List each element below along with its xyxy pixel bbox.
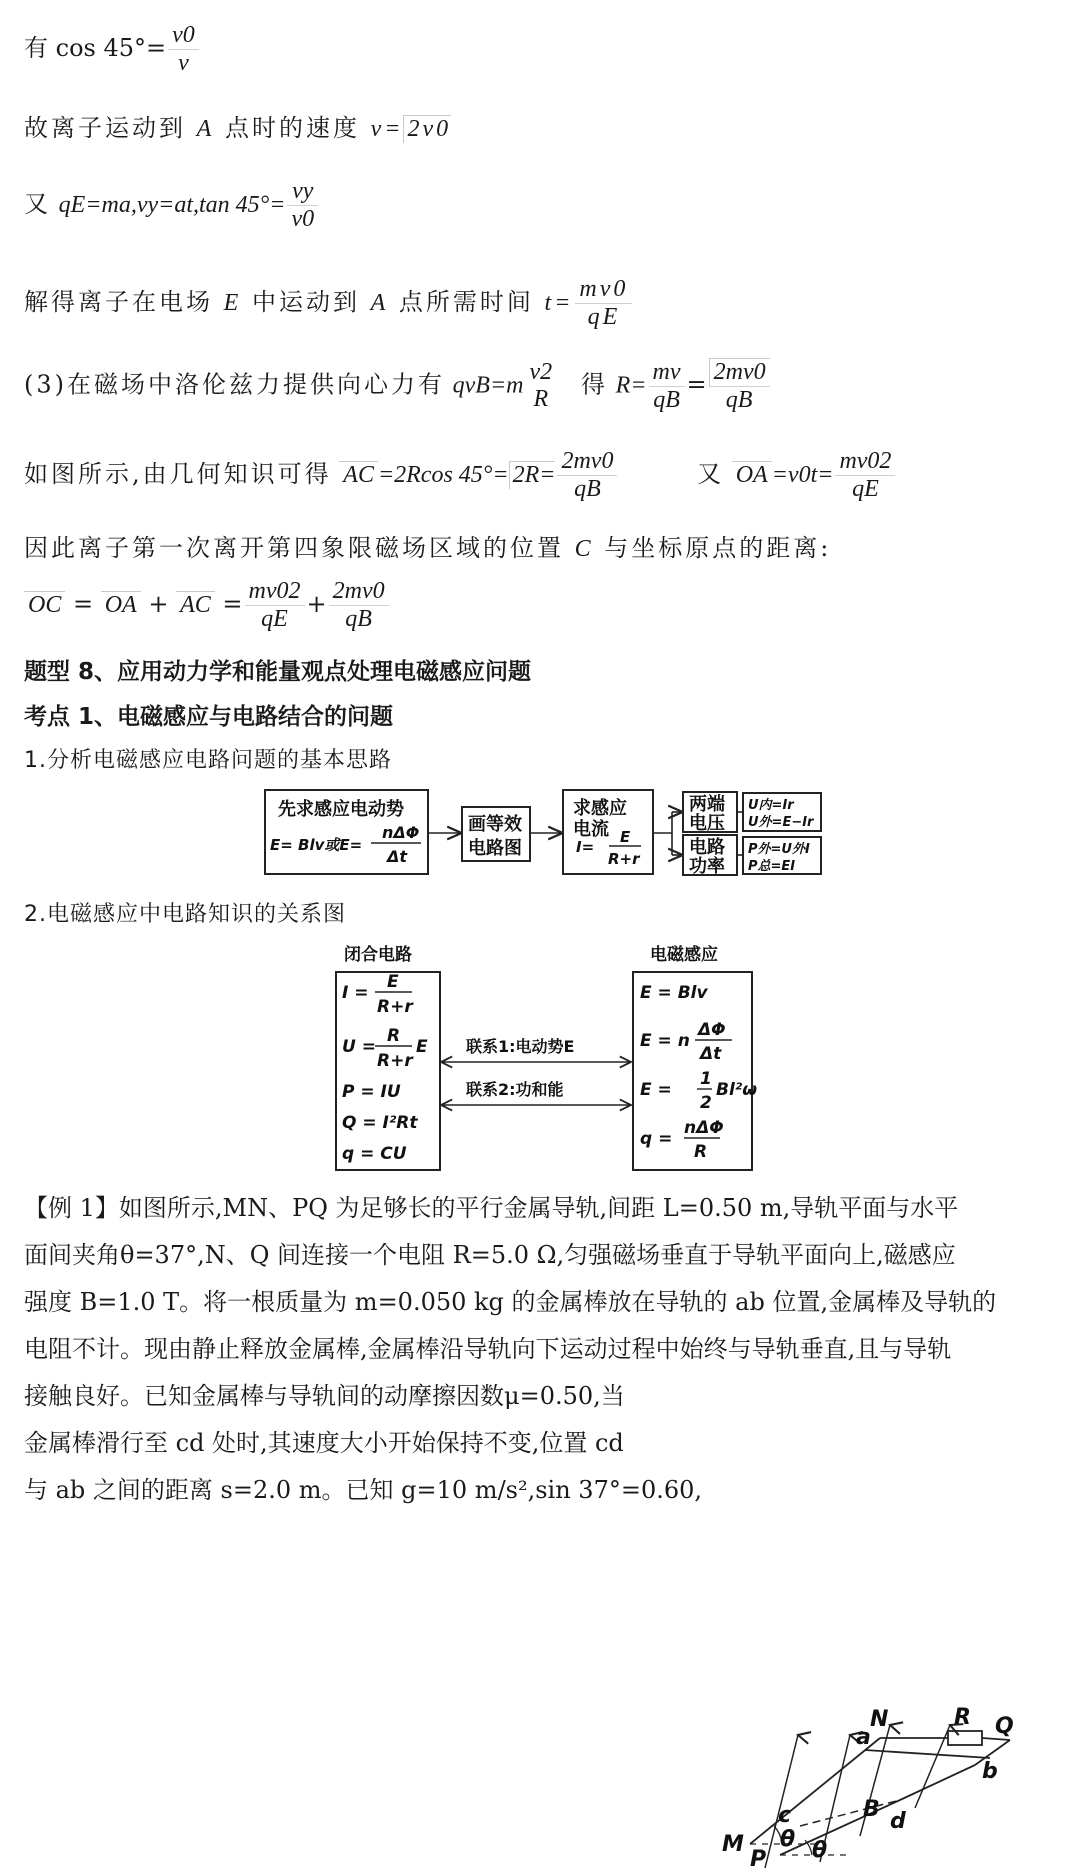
label-d: d (890, 1809, 906, 1834)
left-title: 闭合电路 (344, 945, 412, 965)
example-line-5: 接触良好。已知金属棒与导轨间的动摩擦因数μ=0.50,当 (24, 1382, 625, 1410)
label-theta-2: θ (812, 1838, 828, 1863)
flow-box1-formula: E= Blv或E= (270, 836, 363, 854)
right-E3-den: 2 (700, 1093, 712, 1113)
label-b: b (982, 1759, 998, 1784)
example-line-1: 【例 1】如图所示,MN、PQ 为足够长的平行金属导轨,间距 L=0.50 m,导轨平面与水平 (24, 1194, 959, 1222)
fraction-v0-over-v: $\frac{v0}{v}$ (168, 22, 199, 77)
left-U-num: R (387, 1026, 401, 1046)
label-Q: Q (995, 1714, 1014, 1739)
flow-box3-num: E (620, 828, 631, 846)
example-line-6: 金属棒滑行至 cd 处时,其速度大小开始保持不变,位置 cd (24, 1429, 624, 1457)
right-q-num: nΔΦ (684, 1118, 724, 1138)
fraction-mv02-over-qE: $\frac{mv02}{qE}$ (835, 448, 895, 503)
fraction-mv02-qE-b: $\frac{mv02}{qE}$ (245, 578, 305, 633)
flow-box4-line1: 两端 (689, 794, 725, 815)
right-E2: E = n (640, 1031, 690, 1051)
item-2-title: 2.电磁感应中电路知识的关系图 (24, 902, 346, 927)
overline-OA: OA (732, 461, 772, 489)
flow-box2-line2: 电路图 (468, 838, 522, 859)
example-line-3: 强度 B=1.0 T。将一根质量为 m=0.050 kg 的金属棒放在导轨的 ab 位置,金属棒及导轨的 (24, 1288, 997, 1316)
example-line-2: 面间夹角θ=37°,N、Q 间连接一个电阻 R=5.0 Ω,匀强磁场垂直于导轨平面向上,磁感应 (24, 1241, 956, 1269)
fraction-mv-over-qB: $\frac{mv}{qB}$ (649, 359, 685, 414)
flow-r1b: U外=E−Ir (748, 815, 814, 830)
left-Q: Q = I²Rt (342, 1113, 418, 1133)
solution-line-4: 解得离子在电场 E 中运动到 A 点所需时间 t= $\frac{mv0}{qE}$ (24, 276, 634, 331)
solution-line-1 (24, 22, 201, 77)
heading-point-1: 考点 1、电磁感应与电路结合的问题 (24, 704, 394, 730)
label-N: N (870, 1707, 889, 1732)
circuit-flowchart (0, 780, 1080, 880)
label-theta-1: θ (780, 1827, 796, 1852)
example-line-7: 与 ab 之间的距离 s=2.0 m。已知 g=10 m/s²,sin 37°=0.60, (24, 1476, 703, 1504)
right-q: q = (640, 1129, 673, 1149)
label-M: M (722, 1832, 744, 1857)
example-1 (24, 1185, 1059, 1514)
item-1-title: 1.分析电磁感应电路问题的基本思路 (24, 748, 392, 773)
flow-box1-num: nΔΦ (382, 823, 420, 842)
flow-box5-line1: 电路 (689, 837, 725, 858)
right-E3-num: 1 (700, 1069, 712, 1089)
flow-box3-I: I= (576, 838, 595, 856)
solution-line-6: 如图所示,由几何知识可得 AC =2Rcos 45°= 2R= $\frac{2mv0}{qB}$ 又 OA =v0t= $\frac{mv02}{qE}$ (24, 448, 897, 503)
heading-type-8: 题型 8、应用动力学和能量观点处理电磁感应问题 (24, 659, 532, 685)
fraction-2mv0-qB-c: $\frac{2mv0}{qB}$ (329, 578, 389, 633)
fraction-mv0-over-qE: $\frac{mv0}{qE}$ (575, 276, 632, 331)
right-E1: E = Blv (640, 983, 708, 1003)
label-R: R (954, 1705, 971, 1730)
flow-box4-line2: 电压 (689, 813, 725, 834)
flow-box3-line1: 求感应 (573, 798, 627, 819)
cos45-expression: 有 cos 45°= (24, 34, 167, 62)
left-q: q = CU (342, 1144, 407, 1164)
overline-AC: AC (339, 461, 378, 489)
right-E3-suffix: Bl²ω (716, 1080, 758, 1100)
left-U-suffix: E (416, 1037, 428, 1057)
flow-r1a: U内=Ir (748, 798, 794, 813)
right-E2-den: Δt (700, 1044, 722, 1064)
label-B: B (863, 1797, 880, 1822)
flow-box3-line2: 电流 (573, 819, 609, 840)
incline-rail-figure (720, 1600, 1020, 1869)
right-title: 电磁感应 (650, 945, 718, 965)
relation-diagram (0, 935, 1080, 1180)
overline-OC: OC (24, 591, 65, 619)
solution-line-7: 因此离子第一次离开第四象限磁场区域的位置 C 与坐标原点的距离: (24, 534, 832, 562)
fraction-2mv0-qB-b: $\frac{2mv0}{qB}$ (557, 448, 617, 503)
label-c: c (778, 1803, 792, 1828)
solution-line-3: 又 qE=ma,vy=at,tan 45°= $\frac{vy}{v0}$ (24, 178, 320, 233)
fraction-v2-over-R: v2 R (529, 359, 553, 412)
left-I-num: E (387, 972, 399, 992)
flow-r2b: P总=EI (748, 859, 796, 874)
example-line-4: 电阻不计。现由静止释放金属棒,金属棒沿导轨向下运动过程中始终与导轨垂直,且与导轨 (24, 1335, 952, 1363)
left-U-den: R+r (377, 1051, 413, 1071)
link-2: 联系2:功和能 (466, 1080, 564, 1099)
left-P: P = IU (342, 1082, 401, 1102)
sqrt-2-v0: 2v0 (403, 115, 451, 143)
left-I-den: R+r (377, 997, 413, 1017)
right-q-den: R (694, 1142, 708, 1162)
flow-box3-den: R+r (608, 850, 640, 868)
left-I: I = (342, 983, 369, 1003)
label-a: a (856, 1725, 871, 1750)
flow-r2a: P外=U外I (748, 842, 810, 857)
flow-box1-title: 先求感应电动势 (278, 799, 404, 820)
right-E2-num: ΔΦ (698, 1020, 726, 1040)
flow-box2-line1: 画等效 (468, 814, 522, 835)
fraction-vy-over-v0: $\frac{vy}{v0}$ (287, 178, 318, 233)
flow-box5-line2: 功率 (689, 856, 725, 877)
solution-line-2: 故离子运动到 A 点时的速度 v= 2v0 (24, 114, 452, 142)
link-1: 联系1:电动势E (466, 1037, 575, 1056)
solution-line-8: OC = OA + AC = $\frac{mv02}{qE}$ + $\frac{2mv0}{qB}$ (24, 578, 391, 633)
right-E3: E = (640, 1080, 672, 1100)
label-P: P (750, 1847, 767, 1869)
fraction-2mv0-over-qB: $\frac{2mv0}{qB}$ (709, 358, 770, 414)
flow-box1-den: Δt (387, 847, 408, 866)
solution-line-5: (3)在磁场中洛伦兹力提供向心力有 qvB=m v2 R 得 R= $\frac{mv}{qB}$ = $\frac{2mv0}{qB}$ (24, 358, 772, 414)
left-U: U = (342, 1037, 376, 1057)
